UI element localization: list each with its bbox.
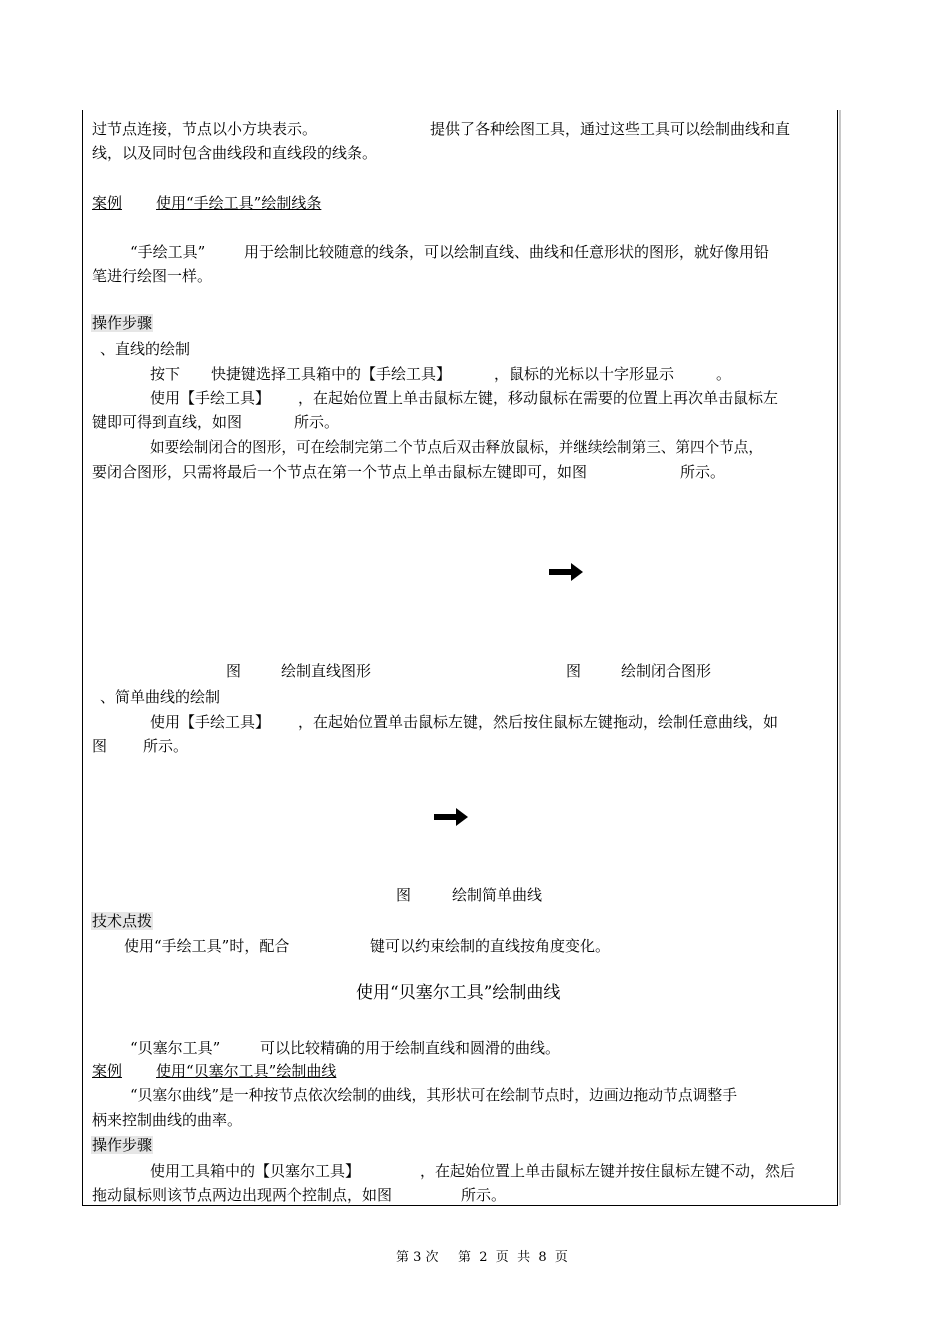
intro-line1a: 过节点连接，节点以小方块表示。 <box>92 120 318 138</box>
bezier2-line1: “贝塞尔曲线”是一种按节点依次绘制的曲线，其形状可在绘制节点时，边画边拖动节点调整手 <box>130 1087 738 1104</box>
steps2-label: 操作步骤 <box>92 1136 153 1154</box>
sec1-s2b: ，在起始位置上单击鼠标左键，移动鼠标在需要的位置上再次单击鼠标左 <box>298 389 779 407</box>
footer-page-number: 第 2 页 共 8 页 <box>458 1250 568 1265</box>
intro-line2: 线，以及同时包含曲线段和直线段的线条。 <box>92 144 378 162</box>
tip-label: 技术点拨 <box>92 912 153 930</box>
fig-a-caption: 绘制直线图形 <box>281 662 372 680</box>
sec2-title: 、简单曲线的绘制 <box>100 688 221 706</box>
sec1-title: 、直线的绘制 <box>100 340 191 358</box>
steps2-line2a: 拖动鼠标则该节点两边出现两个控制点，如图 <box>92 1186 393 1204</box>
tip-text-b: 键可以约束绘制的直线按角度变化。 <box>370 937 611 955</box>
case2-title: 使用“贝塞尔工具”绘制曲线 <box>156 1062 337 1080</box>
freehand-line1b: 用于绘制比较随意的线条，可以绘制直线、曲线和任意形状的图形，就好像用铅 <box>244 243 770 261</box>
steps2-line1b: ，在起始位置上单击鼠标左键并按住鼠标左键不动，然后 <box>420 1162 796 1180</box>
fig-c-label: 图 <box>396 886 412 904</box>
intro-line1b: 提供了各种绘图工具，通过这些工具可以绘制曲线和直 <box>430 120 791 138</box>
tip-text-a: 使用“手绘工具”时，配合 <box>124 937 290 955</box>
bezier-para-b: 可以比较精确的用于绘制直线和圆滑的曲线。 <box>260 1039 561 1057</box>
fig-a-label: 图 <box>226 662 242 680</box>
sec1-s3b: 要闭合图形，只需将最后一个节点在第一个节点上单击鼠标左键即可，如图 <box>92 463 588 481</box>
sec2-s1b: ，在起始位置单击鼠标左键，然后按住鼠标左键拖动，绘制任意曲线，如 <box>298 713 779 731</box>
sec1-s1d: 。 <box>716 365 732 383</box>
arrow-right-icon <box>549 563 583 581</box>
sec1-s1c: ，鼠标的光标以十字形显示 <box>494 365 675 383</box>
bezier-para-a: “贝塞尔工具” <box>130 1039 221 1057</box>
sec2-s1c: 图 <box>92 737 108 755</box>
fig-c-caption: 绘制简单曲线 <box>452 886 543 904</box>
sec1-s1b: 快捷键选择工具箱中的【手绘工具】 <box>211 365 452 383</box>
case2-label: 案例 <box>92 1062 123 1080</box>
steps1-label: 操作步骤 <box>92 314 153 332</box>
bezier2-line2: 柄来控制曲线的曲率。 <box>92 1111 243 1129</box>
case1-label: 案例 <box>92 194 123 212</box>
freehand-line1a: “手绘工具” <box>130 243 206 261</box>
sec2-s1a: 使用【手绘工具】 <box>150 713 271 731</box>
steps2-line1a: 使用工具箱中的【贝塞尔工具】 <box>150 1162 361 1180</box>
arrow-right-icon <box>434 808 468 826</box>
footer-session: 第 3 次 <box>396 1250 439 1265</box>
case1-title: 使用“手绘工具”绘制线条 <box>156 194 322 212</box>
sec1-s1a: 按下 <box>150 365 181 383</box>
fig-b-caption: 绘制闭合图形 <box>621 662 712 680</box>
sec2-s1d: 所示。 <box>143 737 189 755</box>
sec1-s2d: 所示。 <box>294 413 340 431</box>
freehand-line2: 笔进行绘图一样。 <box>92 267 213 285</box>
sec1-s3c: 所示。 <box>680 463 726 481</box>
sec1-s2a: 使用【手绘工具】 <box>150 389 271 407</box>
bezier-heading: 使用“贝塞尔工具”绘制曲线 <box>356 983 561 1003</box>
fig-b-label: 图 <box>566 662 582 680</box>
sec1-s2c: 键即可得到直线，如图 <box>92 413 243 431</box>
sec1-s3a: 如要绘制闭合的图形，可在绘制完第二个节点后双击释放鼠标，并继续绘制第三、第四个节点， <box>150 439 763 456</box>
steps2-line2b: 所示。 <box>461 1186 507 1204</box>
